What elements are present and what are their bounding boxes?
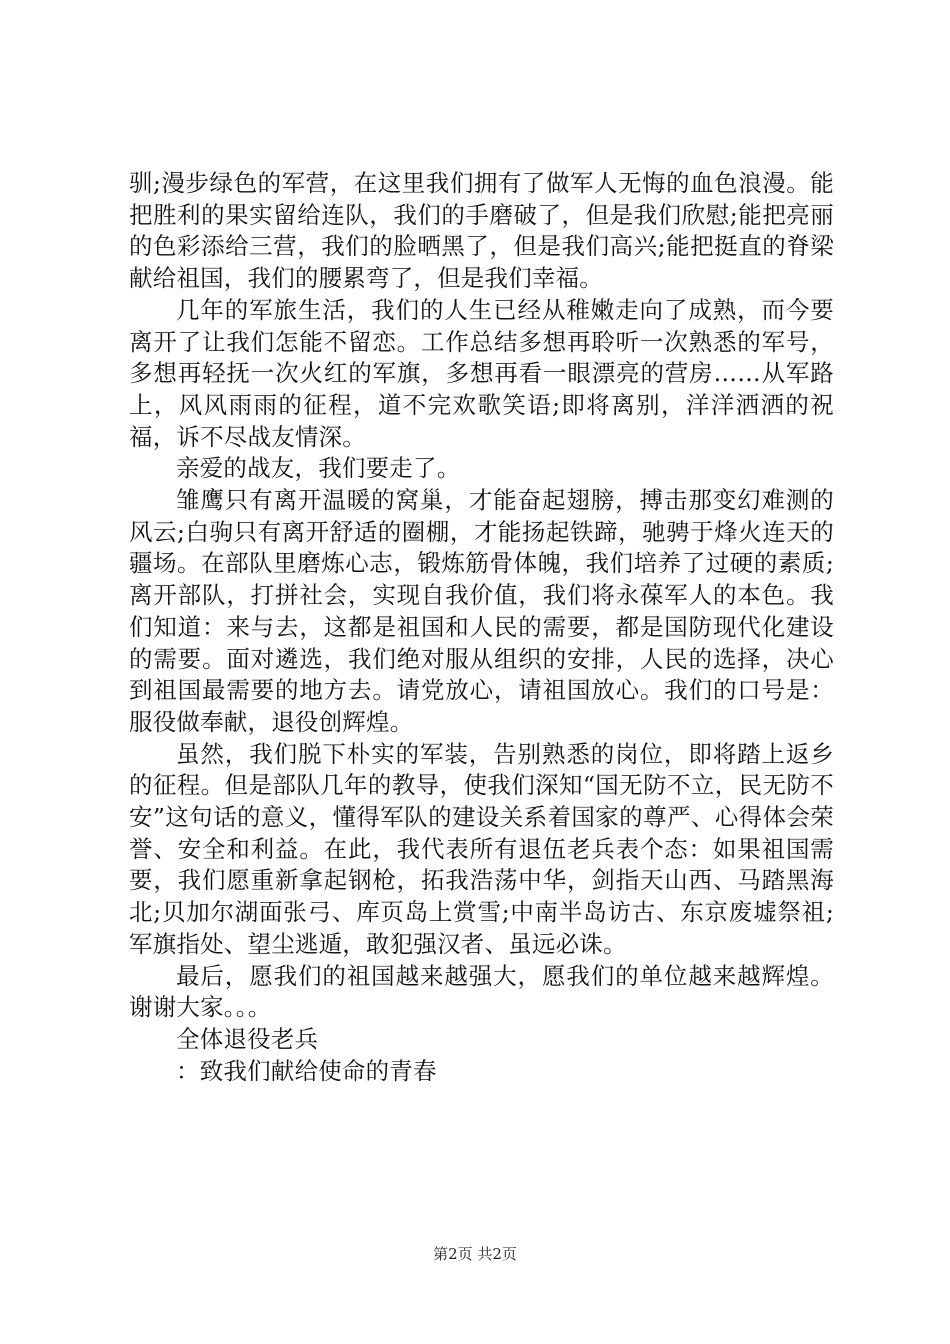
page-number-label: 第2页 共2页 bbox=[433, 1245, 517, 1263]
paragraph-2: 几年的军旅生活，我们的人生已经从稚嫩走向了成熟，而今要离开了让我们怎能不留恋。工作总结多想再聆听一次熟悉的军号，多想再轻抚一次火红的军旗，多想再看一眼漂亮的营房……从军路上，风风雨雨的征程，道不完欢歌笑语;即将离别，洋洋洒洒的祝福，诉不尽战友情深。 bbox=[129, 295, 834, 451]
document-body bbox=[129, 168, 834, 1087]
subtitle-line: ：致我们献给使命的青春 bbox=[176, 1056, 437, 1085]
paragraph-1: 驯;漫步绿色的军营，在这里我们拥有了做军人无悔的血色浪漫。能把胜利的果实留给连队，我们的手磨破了，但是我们欣慰;能把亮丽的色彩添给三营，我们的脸晒黑了，但是我们高兴;能把挺直的脊梁献给祖国，我们的腰累弯了，但是我们幸福。 bbox=[129, 169, 834, 293]
paragraph-4: 雏鹰只有离开温暖的窝巢，才能奋起翅膀，搏击那变幻难测的风云;白驹只有离开舒适的圈棚，才能扬起铁蹄，驰骋于烽火连天的疆场。在部队里磨炼心志，锻炼筋骨体魄，我们培养了过硬的素质;离开部队，打拼社会，实现自我价值，我们将永葆军人的本色。我们知道：来与去，这都是祖国和人民的需要，都是国防现代化建设的需要。面对遴选，我们绝对服从组织的安排，人民的选择，决心到祖国最需要的地方去。请党放心，请祖国放心。我们的口号是：服役做奉献，退役创辉煌。 bbox=[129, 486, 834, 736]
paragraph-5: 虽然，我们脱下朴实的军装，告别熟悉的岗位，即将踏上返乡的征程。但是部队几年的教导，使我们深知“国无防不立，民无防不安”这句话的意义，懂得军队的建设关系着国家的尊严、心得体会荣誉、安全和利益。在此，我代表所有退伍老兵表个态：如果祖国需要，我们愿重新拿起钢枪，拓我浩荡中华，剑指天山西、马踏黑海北;贝加尔湖面张弓、库页岛上赏雪;中南半岛访古、东京废墟祭祖;军旗指处、望尘逃遁，敢犯强汉者、虽远必诛。 bbox=[129, 739, 834, 958]
paragraph-3: 亲爱的战友，我们要走了。 bbox=[176, 454, 461, 483]
signature-line: 全体退役老兵 bbox=[176, 1024, 319, 1053]
paragraph-6: 最后，愿我们的祖国越来越强大，愿我们的单位越来越辉煌。谢谢大家。。。 bbox=[129, 961, 834, 1022]
page-footer bbox=[0, 1244, 950, 1264]
